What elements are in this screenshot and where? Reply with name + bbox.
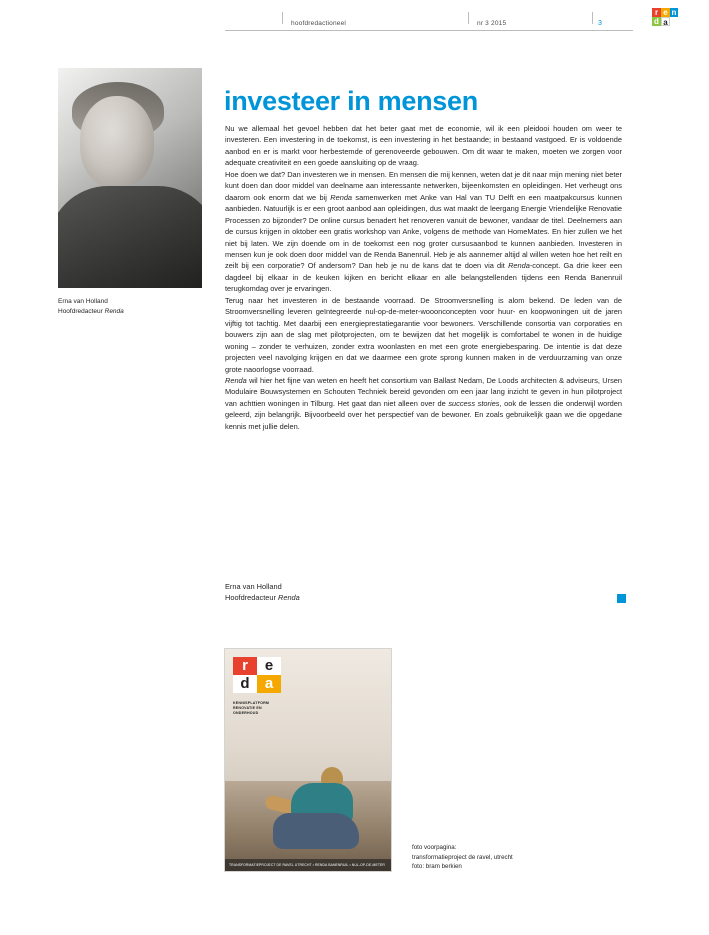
renda-logo — [652, 8, 678, 28]
header-tick-right — [592, 12, 593, 24]
header-rule — [225, 30, 633, 31]
page-title: investeer in mensen — [224, 86, 478, 117]
portrait-caption — [58, 297, 208, 317]
photo-credit-line-1: foto voorpagina: — [412, 844, 457, 851]
paragraph-2 — [225, 169, 622, 295]
logo-letter-a: a — [661, 17, 670, 26]
portrait-shading — [58, 68, 202, 288]
signoff-name: Erna van Holland — [225, 582, 282, 591]
portrait-caption-role-prefix: Hoofdredacteur — [58, 308, 105, 315]
article-signoff — [225, 581, 525, 604]
cover-logo-letter-e: e — [257, 657, 281, 675]
brand-renda-1: Renda — [330, 192, 353, 202]
cover-logo-letter-a: a — [257, 675, 281, 693]
page-number: 3 — [598, 20, 603, 27]
paragraph-1: Nu we allemaal het gevoel hebben dat het beter gaat met de economie, wil ik een pleidooi houden om weer te investeren. Een investering in de toekomst, is een investering in het bestaande; in bestaand vastgoed. Er is voldoende aanbod en er is markt voor herbestemde of gerenoveerde gebouwen. Om dit waar te maken, moeten we zorgen voor adequate creativiteit en een goede aansluiting op de vraag. — [225, 124, 622, 168]
portrait-caption-name: Erna van Holland — [58, 298, 108, 305]
signoff-role-prefix: Hoofdredacteur — [225, 593, 278, 603]
brand-renda-3: Renda — [225, 375, 247, 385]
article-body — [225, 123, 622, 432]
signoff-role — [225, 592, 525, 603]
italic-success-stories: success stories — [448, 398, 500, 408]
paragraph-2-cont: samenwerken met Anke van Hal van TU Delft en een maatpakcursus kunnen aanbieden. Natuurlijk is er een groot aanbod aan opleidingen, dus wat maakt de leergang Energie Vriendelijke Renovatie Processen zo bijzonder? De online cursus benadert het renoveren vanuit de bewoner, vandaar de titel. Deelnemers aan de cursus krijgen in oktober een gratis workshop van Anke, volgens de methode van HomeMates. En hier zullen we het niet bij laten. We zijn doende om in de toekomst een nog groter cursusaanbod te kunnen aanbieden. Investeren in mensen kun je ook doen door middel van de Renda Banenruil. Heb je als aannemer altijd al willen weten hoe het reilt en zeilt bij een corporatie? Of andersom? Dan heb je nu de kans dat te doen via dit — [225, 192, 622, 271]
portrait-caption-role-brand: Renda — [104, 308, 124, 315]
logo-letter-d: d — [652, 17, 661, 26]
brand-renda-2: Renda — [508, 261, 530, 271]
magazine-cover-image — [224, 648, 392, 872]
editor-portrait-photo — [58, 68, 202, 288]
photo-credit-line-2: transformatieproject de ravel, utrecht — [412, 853, 513, 861]
paragraph-2-text: Hoe doen we dat? Dan investeren we in mensen. En mensen die mij kennen, weten dat je dit naar mijn mening niet beter kunt doen dan door middel van deelname aan interessante netwerken, bijeenkomsten en opleidingen. Het verheugt ons daarom ook enorm dat we bij — [225, 169, 622, 202]
photo-credit-line-3: foto: bram berkien — [412, 863, 462, 870]
end-of-article-marker — [617, 594, 626, 603]
cover-logo-letter-d: d — [233, 675, 257, 693]
cover-renda-logo — [233, 657, 283, 695]
page-header — [0, 0, 709, 40]
logo-letter-r: r — [652, 8, 661, 17]
cover-person-legs — [273, 813, 359, 849]
paragraph-3: Terug naar het investeren in de bestaande voorraad. De Stroomversnelling is alom bekend. De leden van de Stroomversnelling leveren geïntegreerde nul-op-de-meter-wooonconcepten voor huur- en koopwoningen uit de jaren vijftig tot tachtig. Met daarbij een energieprestatiegarantie voor bewoners. Verschillende consortia van corporaties en bouwers zijn aan de slag met pilotprojecten, om te bewijzen dat het mogelijk is comfortabel te wonen in de huidige woning – zonder te verhuizen, zonder extra woonlasten en met een grote energiebesparing. De intentie is dat deze projecten veel navolging krijgen en dat we daarmee een grote sprong kunnen maken in de verduurzaming van onze grote naoorlogse voorraad. — [225, 295, 622, 374]
header-tick-middle — [468, 12, 469, 24]
paragraph-2-end: -concept. Ga drie keer een dagdeel bij elkaar in de keuken kijken en bericht elkaar en alle belangstellenden tijdens een Renda Banenruil terugkomdag over je ervaringen. — [225, 261, 622, 294]
cover-logo-letter-r: r — [233, 657, 257, 675]
paragraph-4 — [225, 375, 622, 432]
header-issue-label: nr 3 2015 — [477, 20, 507, 27]
logo-letter-n: n — [671, 8, 677, 17]
header-section-label: hoofdredactioneel — [291, 20, 347, 27]
logo-letter-e: e — [661, 8, 670, 17]
paragraph-4-end: , ook de lessen die onderwijl worden geleerd, zijn belangrijk. Bijvoorbeeld over het perspectief van de bewoner. En zoals gebruikelijk gaan we die opgedane kennis met jullie delen. — [225, 398, 622, 431]
photo-credit — [412, 843, 612, 872]
paragraph-4-text: wil hier het fijne van weten en heeft het consortium van Ballast Nedam, De Loods architecten & adviseurs, Ursen Modulaire Bouwsystemen en Schouten Techniek bereid gevonden om een jaar lang inzicht te geven in hun pilotproject van achttien woningen in Tilburg. Het gaat dan niet alleen over de — [225, 375, 622, 408]
signoff-role-brand: Renda — [278, 593, 300, 603]
cover-bottom-strip: TRANSFORMATIEPROJECT DE RAVEL UTRECHT • RENDA BANENRUIL • NUL-OP-DE-METER — [225, 859, 391, 871]
portrait-caption-role — [58, 307, 208, 317]
header-tick-left — [282, 12, 283, 24]
cover-subtitle: KENNISPLATFORM RENOVATIE EN ONDERHOUD — [233, 701, 270, 715]
